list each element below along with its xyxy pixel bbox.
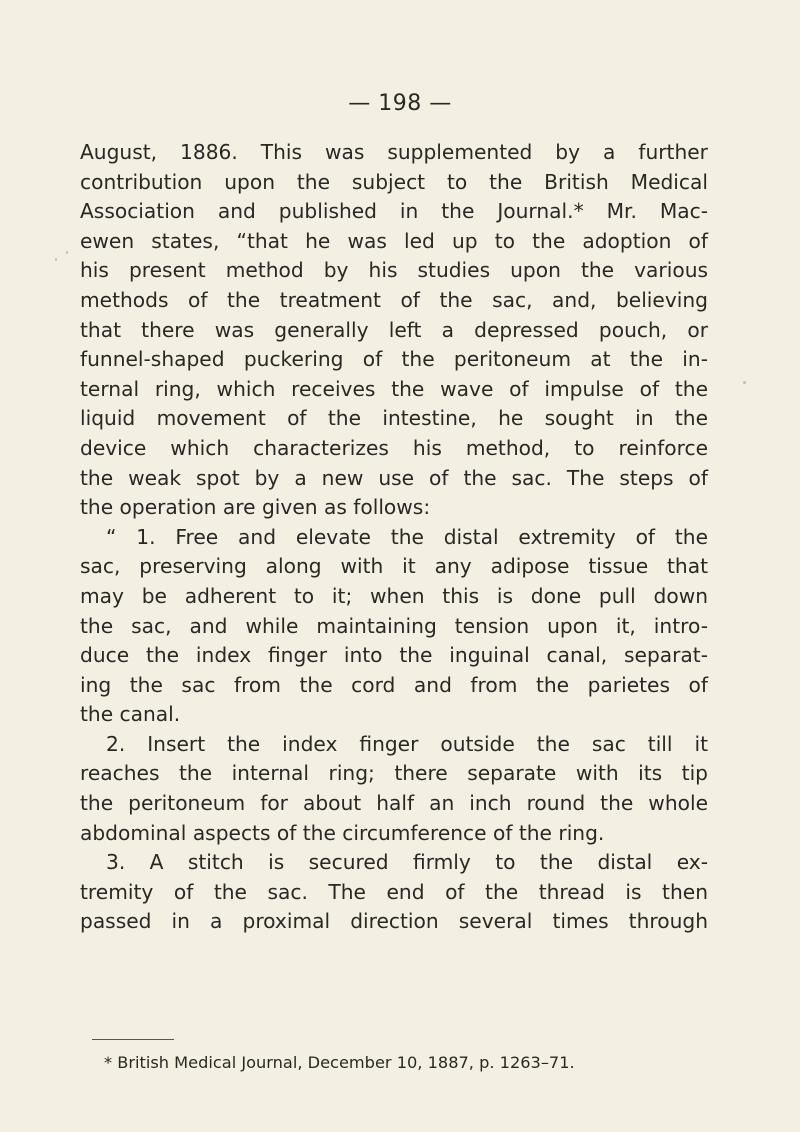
footnote-rule — [92, 1039, 174, 1040]
paper-speck — [55, 258, 57, 261]
text-line: methods of the treatment of the sac, and, believing — [80, 287, 708, 312]
text-line: duce the index finger into the inguinal canal, separat- — [80, 643, 708, 668]
page-number: — 198 — — [348, 91, 452, 116]
text-line: August, 1886. This was supplemented by a further — [80, 140, 708, 164]
text-line: liquid movement of the intestine, he sought in the — [80, 406, 708, 431]
paper-speck — [66, 251, 68, 254]
text-line: reaches the internal ring; there separate with its tip — [80, 761, 708, 786]
paper-speck — [743, 381, 746, 384]
text-line: ewen states, “that he was led up to the adoption of — [80, 228, 708, 253]
text-line: the peritoneum for about half an inch round the whole — [80, 791, 708, 816]
text-line: “ 1. Free and elevate the distal extremity of the — [106, 524, 708, 549]
text-line: may be adherent to it; when this is done pull down — [80, 583, 708, 608]
text-line: funnel-shaped puckering of the peritoneum at the in- — [80, 347, 708, 372]
text-line: Association and published in the Journal.* Mr. Mac- — [80, 199, 708, 224]
text-line: the operation are given as follows: — [80, 495, 431, 520]
footnote: * British Medical Journal, December 10, 1887, p. 1263–71. — [104, 1053, 575, 1072]
text-line: the sac, and while maintaining tension upon it, intro- — [80, 613, 708, 638]
text-line: ternal ring, which receives the wave of impulse of the — [80, 376, 708, 401]
text-line: device which characterizes his method, to reinforce — [80, 435, 708, 460]
text-line: tremity of the sac. The end of the thread is then — [80, 879, 708, 904]
text-line: 3. A stitch is secured firmly to the distal ex- — [106, 850, 708, 875]
text-line: the canal. — [80, 702, 181, 727]
text-line: 2. Insert the index finger outside the sac till it — [106, 731, 708, 756]
text-line: the weak spot by a new use of the sac. The steps of — [80, 465, 708, 490]
text-line: passed in a proximal direction several times through — [80, 909, 708, 934]
text-line: ing the sac from the cord and from the parietes of — [80, 672, 708, 697]
text-line: contribution upon the subject to the British Medical — [80, 169, 708, 194]
text-line: sac, preserving along with it any adipose tissue that — [80, 554, 708, 579]
text-line: that there was generally left a depressed pouch, or — [80, 317, 708, 342]
text-line: his present method by his studies upon the various — [80, 258, 708, 283]
text-line: abdominal aspects of the circumference of the ring. — [80, 820, 605, 845]
body-text — [80, 138, 708, 937]
